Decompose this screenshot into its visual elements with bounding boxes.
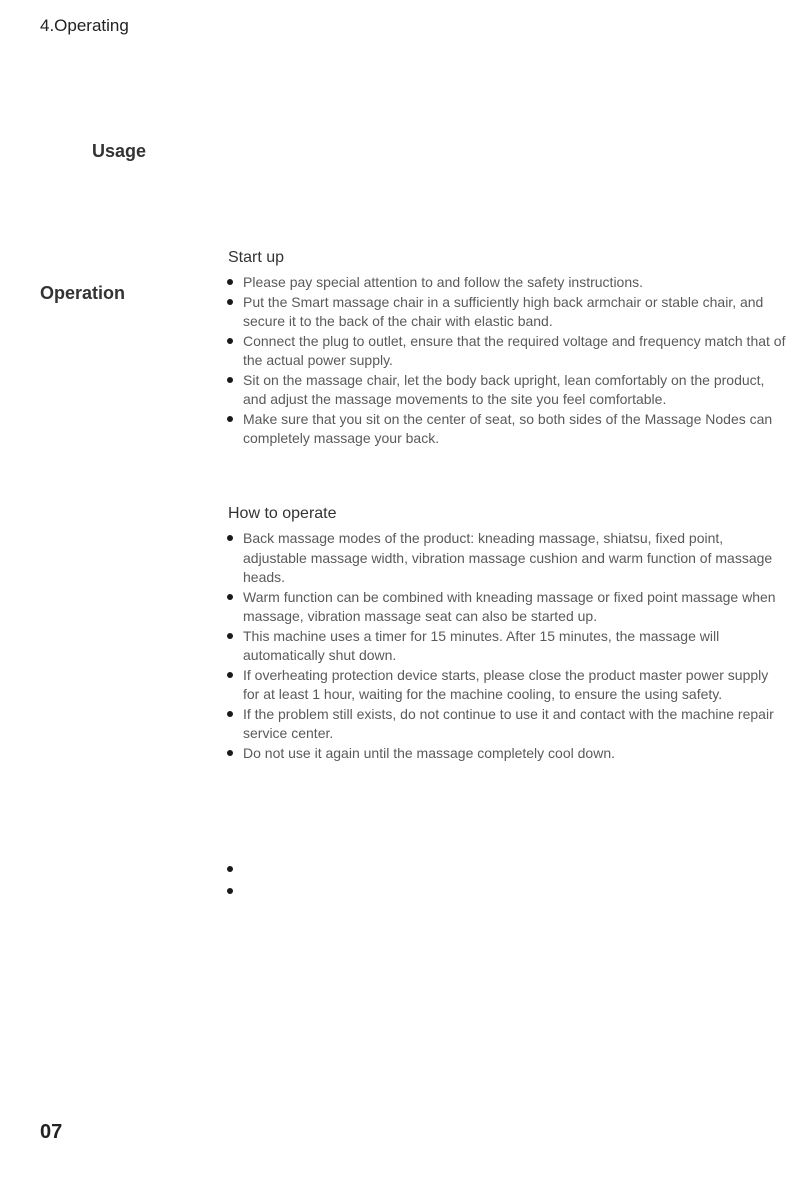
list-item xyxy=(227,332,787,371)
list-item xyxy=(227,293,787,332)
bullet-icon xyxy=(227,866,233,872)
list-item-text: Connect the plug to outlet, ensure that the required voltage and frequency match that of the actual power supply. xyxy=(243,332,786,368)
list-item xyxy=(227,627,787,666)
startup-title: Start up xyxy=(228,249,285,266)
list-item xyxy=(227,410,787,449)
list-item-text: Back massage modes of the product: kneading massage, shiatsu, fixed point, adjustable massage width, vibration massage cushion and warm function of massage heads. xyxy=(243,530,773,585)
list-item-text: Put the Smart massage chair in a sufficiently high back armchair or stable chair, and secure it to the back of the chair with elastic band. xyxy=(243,293,764,329)
list-item xyxy=(227,371,787,410)
bullet-icon xyxy=(227,711,233,717)
usage-heading: Usage xyxy=(92,141,147,161)
startup-section xyxy=(227,249,787,449)
bullet-icon xyxy=(227,416,233,422)
chapter-title: 4.Operating xyxy=(40,16,129,35)
list-item-text: Do not use it again until the massage completely cool down. xyxy=(243,744,615,761)
bullet-icon xyxy=(227,750,233,756)
empty-bullet-list xyxy=(227,866,233,910)
list-item xyxy=(227,588,787,627)
list-item-text: Sit on the massage chair, let the body back upright, lean comfortably on the product, and adjust the massage movements to the site you feel comfortable. xyxy=(243,371,765,407)
operate-list xyxy=(227,529,787,763)
operate-section xyxy=(227,505,787,763)
list-item-text: Make sure that you sit on the center of seat, so both sides of the Massage Nodes can completely massage your back. xyxy=(243,410,773,446)
bullet-icon xyxy=(227,338,233,344)
list-item xyxy=(227,529,787,588)
page-number: 07 xyxy=(40,1121,63,1143)
operate-title: How to operate xyxy=(228,505,337,522)
list-item-text: Please pay special attention to and follow the safety instructions. xyxy=(243,274,644,290)
bullet-icon xyxy=(227,535,233,541)
startup-list xyxy=(227,273,787,449)
list-item-text: This machine uses a timer for 15 minutes. After 15 minutes, the massage will automatically shut down. xyxy=(243,627,720,663)
list-item-text: If overheating protection device starts, please close the product master power supply for at least 1 hour, waiting for the machine cooling, to ensure the using safety. xyxy=(243,666,769,702)
operation-heading: Operation xyxy=(40,283,126,303)
bullet-icon xyxy=(227,299,233,305)
bullet-icon xyxy=(227,672,233,678)
bullet-icon xyxy=(227,888,233,894)
bullet-icon xyxy=(227,633,233,639)
list-item xyxy=(227,666,787,705)
list-item xyxy=(227,744,787,764)
list-item xyxy=(227,705,787,744)
bullet-icon xyxy=(227,377,233,383)
list-item-text: Warm function can be combined with kneading massage or fixed point massage when massage, vibration massage seat can also be started up. xyxy=(243,588,776,624)
bullet-icon xyxy=(227,279,233,285)
list-item xyxy=(227,273,787,293)
bullet-icon xyxy=(227,594,233,600)
list-item-text: If the problem still exists, do not continue to use it and contact with the machine repair service center. xyxy=(243,705,774,741)
